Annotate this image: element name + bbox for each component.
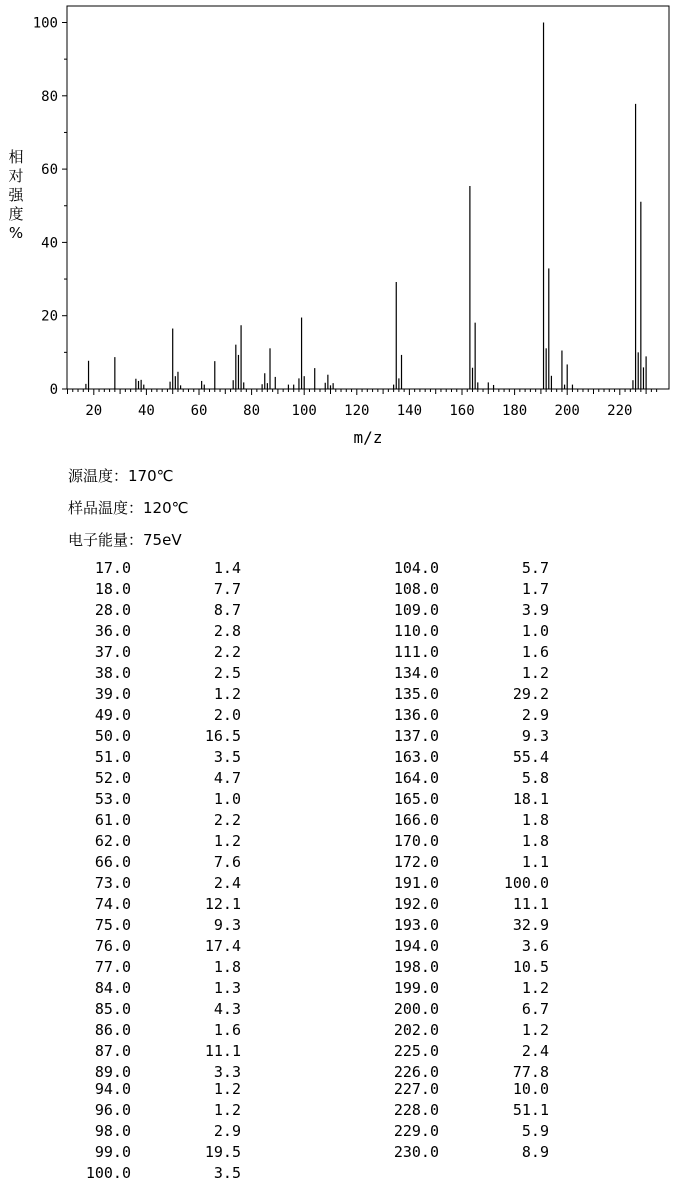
table-cell-mz: 28.0 — [94, 601, 131, 619]
table-cell-mz: 96.0 — [94, 1101, 131, 1119]
table-cell-intensity: 6.7 — [521, 1000, 549, 1018]
x-tick-label: 200 — [554, 403, 580, 419]
table-cell-mz: 38.0 — [94, 664, 131, 682]
y-tick-label: 40 — [41, 235, 58, 252]
table-cell-intensity: 3.6 — [521, 937, 549, 955]
table-cell-mz: 194.0 — [393, 937, 439, 955]
table-cell-intensity: 3.5 — [213, 1164, 241, 1182]
table-cell-intensity: 1.6 — [213, 1021, 241, 1039]
x-tick-label: 40 — [137, 403, 155, 419]
y-tick-label: 100 — [32, 15, 58, 32]
table-cell-mz: 134.0 — [393, 664, 439, 682]
table-cell-mz: 94.0 — [94, 1080, 131, 1098]
table-cell-intensity: 17.4 — [204, 937, 241, 955]
table-cell-mz: 166.0 — [393, 811, 439, 829]
table-cell-mz: 227.0 — [393, 1080, 439, 1098]
table-cell-mz: 165.0 — [393, 790, 439, 808]
table-cell-intensity: 1.6 — [521, 643, 549, 661]
table-cell-intensity: 77.8 — [512, 1063, 549, 1081]
table-cell-intensity: 16.5 — [204, 727, 241, 745]
table-cell-mz: 50.0 — [94, 727, 131, 745]
x-tick-label: 100 — [291, 403, 317, 419]
x-tick-label: 140 — [396, 403, 423, 419]
table-cell-intensity: 9.3 — [521, 727, 549, 745]
table-cell-mz: 200.0 — [393, 1000, 439, 1018]
table-cell-intensity: 1.3 — [213, 979, 241, 997]
table-cell-mz: 199.0 — [393, 979, 439, 997]
table-cell-intensity: 1.2 — [213, 685, 241, 703]
table-cell-intensity: 1.2 — [213, 832, 241, 850]
table-cell-mz: 85.0 — [94, 1000, 131, 1018]
table-cell-intensity: 32.9 — [512, 916, 549, 934]
table-cell-intensity: 5.9 — [521, 1122, 549, 1140]
table-cell-intensity: 4.3 — [213, 1000, 241, 1018]
table-cell-mz: 163.0 — [393, 748, 439, 766]
table-cell-mz: 191.0 — [393, 874, 439, 892]
x-axis — [68, 389, 657, 419]
table-cell-intensity: 1.0 — [521, 622, 549, 640]
table-cell-intensity: 1.4 — [213, 559, 241, 577]
table-cell-intensity: 1.2 — [521, 664, 549, 682]
table-cell-intensity: 2.0 — [213, 706, 241, 724]
table-cell-intensity: 1.1 — [521, 853, 549, 871]
x-axis-label: m/z — [353, 428, 383, 447]
table-cell-intensity: 9.3 — [213, 916, 241, 934]
table-cell-intensity: 1.2 — [521, 1021, 549, 1039]
table-cell-intensity: 1.8 — [521, 832, 549, 850]
table-cell-mz: 75.0 — [94, 916, 131, 934]
table-cell-intensity: 10.0 — [512, 1080, 549, 1098]
table-cell-intensity: 5.7 — [521, 559, 549, 577]
y-axis-title-char: 相 — [8, 148, 24, 166]
source-temperature: 源温度：170℃ — [68, 467, 174, 485]
table-cell-intensity: 7.6 — [213, 853, 241, 871]
table-cell-mz: 37.0 — [94, 643, 131, 661]
table-cell-mz: 62.0 — [94, 832, 131, 850]
electron-energy: 电子能量：75eV — [68, 531, 182, 549]
table-cell-intensity: 2.4 — [521, 1042, 549, 1060]
table-cell-intensity: 3.3 — [213, 1063, 241, 1081]
table-cell-intensity: 2.2 — [213, 811, 241, 829]
y-axis-title-char: % — [8, 224, 24, 242]
table-cell-mz: 18.0 — [94, 580, 131, 598]
table-cell-intensity: 2.4 — [213, 874, 241, 892]
x-tick-label: 180 — [501, 403, 528, 419]
table-cell-mz: 84.0 — [94, 979, 131, 997]
table-cell-intensity: 1.2 — [213, 1101, 241, 1119]
table-cell-mz: 202.0 — [393, 1021, 439, 1039]
sample-temperature: 样品温度：120℃ — [68, 499, 189, 517]
table-cell-mz: 49.0 — [94, 706, 131, 724]
table-cell-mz: 193.0 — [393, 916, 439, 934]
table-cell-mz: 76.0 — [94, 937, 131, 955]
table-cell-intensity: 8.7 — [213, 601, 241, 619]
table-cell-mz: 100.0 — [85, 1164, 131, 1182]
spectrum-peaks — [86, 23, 646, 390]
plot-frame — [67, 6, 669, 389]
y-axis-title-char: 强 — [8, 186, 24, 204]
table-cell-mz: 87.0 — [94, 1042, 131, 1060]
table-cell-intensity: 18.1 — [512, 790, 549, 808]
table-cell-mz: 52.0 — [94, 769, 131, 787]
table-cell-mz: 51.0 — [94, 748, 131, 766]
table-cell-mz: 109.0 — [393, 601, 439, 619]
table-cell-mz: 192.0 — [393, 895, 439, 913]
table-cell-intensity: 2.9 — [521, 706, 549, 724]
table-cell-mz: 73.0 — [94, 874, 131, 892]
table-cell-mz: 17.0 — [94, 559, 131, 577]
table-cell-mz: 36.0 — [94, 622, 131, 640]
table-cell-mz: 228.0 — [393, 1101, 439, 1119]
table-cell-intensity: 4.7 — [213, 769, 241, 787]
y-tick-label: 60 — [41, 162, 58, 179]
x-tick-label: 20 — [85, 403, 103, 419]
x-tick-label: 220 — [607, 403, 633, 419]
table-cell-mz: 172.0 — [393, 853, 439, 871]
table-cell-mz: 89.0 — [94, 1063, 131, 1081]
table-cell-mz: 226.0 — [393, 1063, 439, 1081]
table-cell-intensity: 100.0 — [503, 874, 549, 892]
table-cell-intensity: 2.2 — [213, 643, 241, 661]
table-cell-intensity: 3.5 — [213, 748, 241, 766]
table-cell-mz: 66.0 — [94, 853, 131, 871]
table-cell-intensity: 1.8 — [213, 958, 241, 976]
table-cell-mz: 170.0 — [393, 832, 439, 850]
x-tick-label: 120 — [344, 403, 370, 419]
table-cell-intensity: 1.7 — [521, 580, 549, 598]
y-axis-title — [6, 148, 26, 243]
table-cell-intensity: 12.1 — [204, 895, 241, 913]
table-cell-mz: 164.0 — [393, 769, 439, 787]
table-cell-mz: 86.0 — [94, 1021, 131, 1039]
table-cell-intensity: 1.2 — [213, 1080, 241, 1098]
y-tick-label: 0 — [49, 382, 58, 398]
table-cell-mz: 229.0 — [393, 1122, 439, 1140]
table-cell-mz: 53.0 — [94, 790, 131, 808]
table-cell-intensity: 11.1 — [512, 895, 549, 913]
table-cell-intensity: 1.8 — [521, 811, 549, 829]
table-cell-mz: 225.0 — [393, 1042, 439, 1060]
table-cell-intensity: 29.2 — [512, 685, 549, 703]
table-cell-mz: 99.0 — [94, 1143, 131, 1161]
y-axis — [33, 16, 67, 399]
table-cell-intensity: 1.0 — [213, 790, 241, 808]
table-cell-intensity: 10.5 — [512, 958, 549, 976]
table-cell-mz: 198.0 — [393, 958, 439, 976]
table-cell-mz: 136.0 — [393, 706, 439, 724]
table-cell-mz: 98.0 — [94, 1122, 131, 1140]
table-cell-intensity: 3.9 — [521, 601, 549, 619]
table-cell-mz: 74.0 — [94, 895, 131, 913]
table-cell-mz: 108.0 — [393, 580, 439, 598]
table-cell-mz: 137.0 — [393, 727, 439, 745]
table-cell-intensity: 2.5 — [213, 664, 241, 682]
table-cell-mz: 111.0 — [393, 643, 439, 661]
y-axis-title-char: 对 — [8, 167, 24, 185]
x-tick-label: 160 — [449, 403, 475, 419]
table-cell-intensity: 5.8 — [521, 769, 549, 787]
table-cell-intensity: 55.4 — [512, 748, 549, 766]
y-tick-label: 20 — [41, 308, 58, 325]
table-cell-intensity: 1.2 — [521, 979, 549, 997]
x-tick-label: 80 — [243, 403, 261, 419]
table-cell-intensity: 7.7 — [213, 580, 241, 598]
table-cell-mz: 110.0 — [393, 622, 439, 640]
x-tick-label: 60 — [190, 403, 208, 419]
table-cell-intensity: 51.1 — [512, 1101, 549, 1119]
table-cell-mz: 104.0 — [393, 559, 439, 577]
table-cell-mz: 61.0 — [94, 811, 131, 829]
y-axis-title-char: 度 — [8, 205, 24, 223]
mass-spectrum-chart — [0, 0, 680, 450]
table-cell-intensity: 11.1 — [204, 1042, 241, 1060]
y-tick-label: 80 — [41, 88, 58, 105]
table-cell-mz: 77.0 — [94, 958, 131, 976]
table-cell-intensity: 2.8 — [213, 622, 241, 640]
table-cell-intensity: 8.9 — [521, 1143, 549, 1161]
table-cell-mz: 230.0 — [393, 1143, 439, 1161]
table-cell-mz: 135.0 — [393, 685, 439, 703]
table-cell-intensity: 2.9 — [213, 1122, 241, 1140]
table-cell-mz: 39.0 — [94, 685, 131, 703]
table-cell-intensity: 19.5 — [204, 1143, 241, 1161]
